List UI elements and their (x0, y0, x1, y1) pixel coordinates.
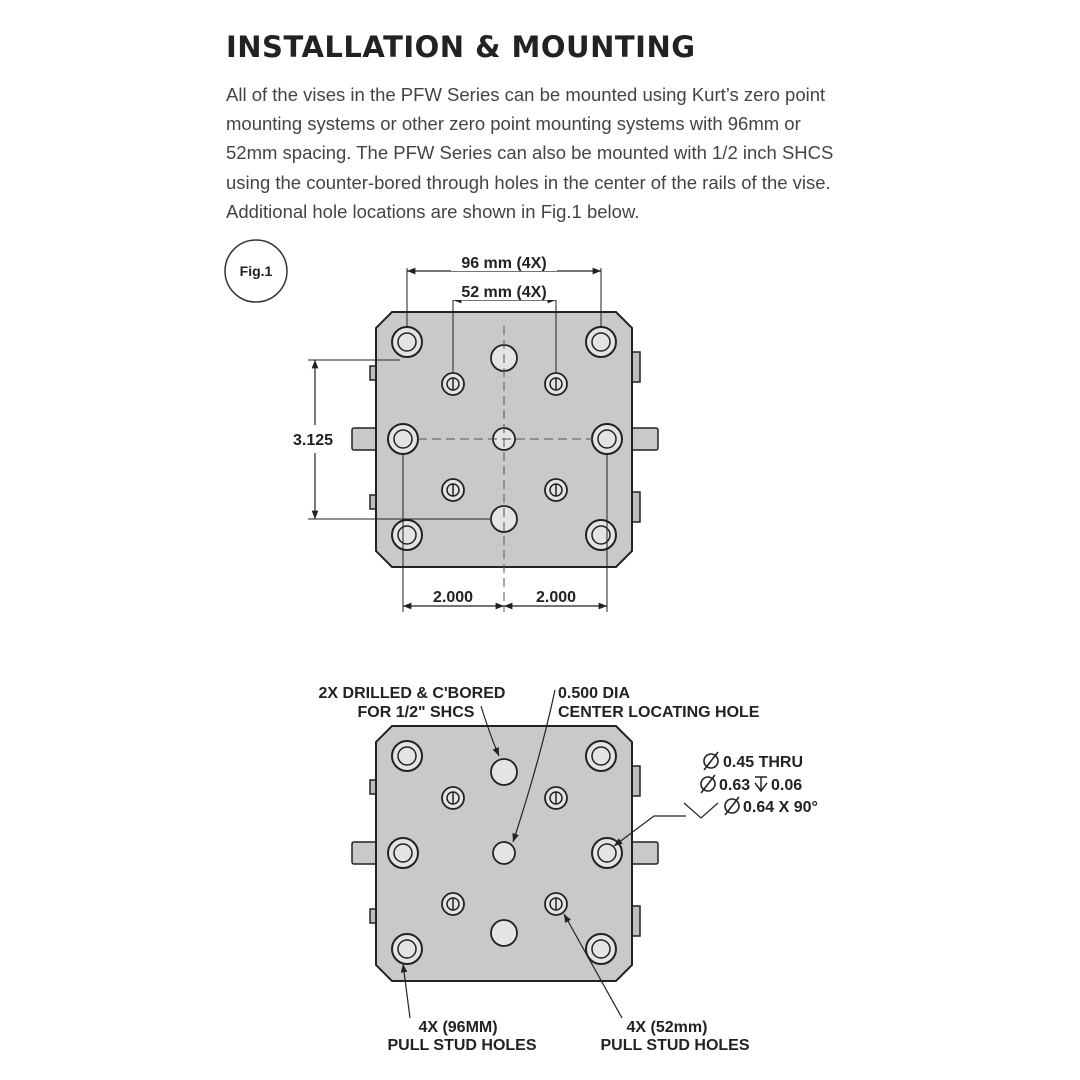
top-view (293, 251, 658, 612)
bottom-view (319, 685, 818, 1054)
spec-thru: 0.45 THRU (723, 754, 804, 771)
intro-line: mounting systems or other zero point mounting systems with 96mm or (226, 113, 801, 135)
dimension-96mm: 96 mm (4X) (461, 255, 547, 272)
callout-52mm-line1: 4X (52mm) (626, 1019, 708, 1036)
callout-96mm-line2: PULL STUD HOLES (387, 1037, 537, 1054)
diameter-symbol-icon (701, 775, 715, 793)
intro-line: 52mm spacing. The PFW Series can also be mounted with 1/2 inch SHCS (226, 142, 834, 164)
callout-center-line2: CENTER LOCATING HOLE (558, 704, 760, 721)
diameter-symbol-icon (725, 797, 739, 815)
hole-spec-block (701, 752, 818, 816)
callout-cbored-line1: 2X DRILLED & C'BORED (318, 685, 506, 702)
figure-label: Fig.1 (239, 263, 273, 279)
dimension-right-spacing: 2.000 (535, 589, 577, 606)
page-title: INSTALLATION & MOUNTING (226, 30, 696, 64)
callout-96mm-line1: 4X (96MM) (418, 1019, 498, 1036)
intro-line: All of the vises in the PFW Series can be mounted using Kurt’s zero point (226, 84, 826, 105)
callout-center-line1: 0.500 DIA (558, 685, 631, 702)
dimension-52mm: 52 mm (4X) (461, 284, 547, 301)
figure-label-badge (225, 240, 287, 302)
depth-symbol-icon (755, 777, 767, 791)
spec-countersink: 0.64 X 90° (743, 799, 818, 816)
spec-cbore-diameter: 0.63 (719, 777, 751, 794)
fixture-plate-bottom (352, 726, 658, 981)
callout-cbored-line2: FOR 1/2" SHCS (357, 704, 475, 721)
diameter-symbol-icon (704, 752, 718, 770)
dimension-left-spacing: 2.000 (432, 589, 474, 606)
callout-52mm-line2: PULL STUD HOLES (600, 1037, 750, 1054)
spec-cbore-depth: 0.06 (771, 777, 803, 794)
intro-line: using the counter-bored through holes in the center of the rails of the vise. (226, 171, 831, 193)
intro-line: Additional hole locations are shown in Fig.1 below. (226, 200, 640, 222)
dimension-height: 3.125 (292, 432, 334, 449)
